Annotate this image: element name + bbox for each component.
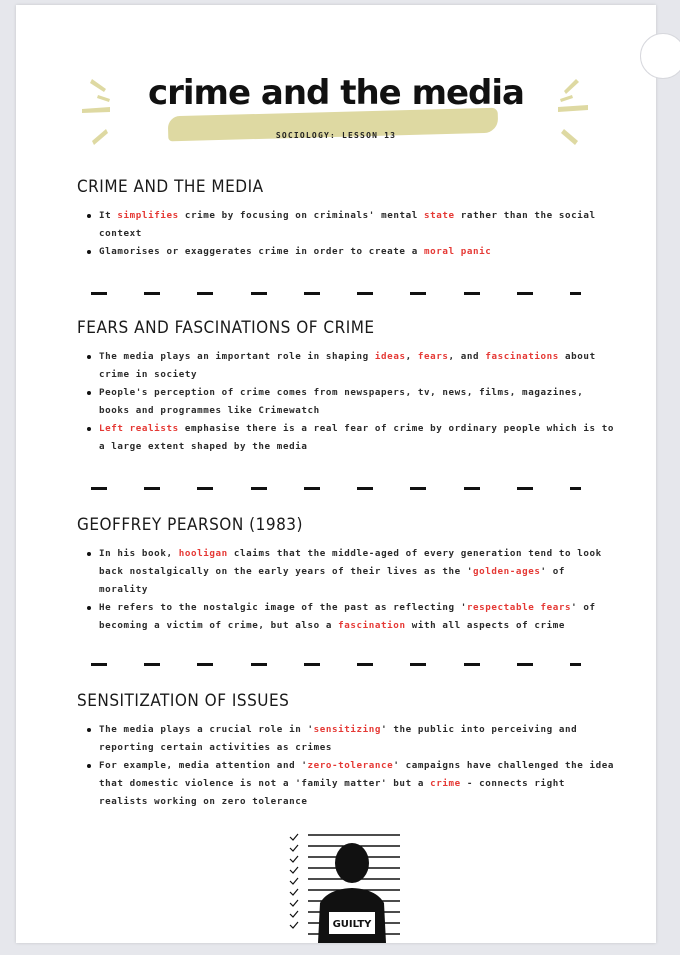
- bullet-text: People's perception of crime comes from newspapers, tv, news, films, magazines, books and programmes like Crimewatch: [99, 387, 584, 416]
- section-heading: SENSITIZATION OF ISSUES: [77, 691, 290, 711]
- divider-dash: [357, 663, 373, 666]
- divider-dash: [197, 663, 213, 666]
- divider-dash: [517, 663, 533, 666]
- list-item: [99, 599, 617, 635]
- bullet-list: [77, 545, 617, 635]
- page-title: crime and the media: [147, 73, 524, 113]
- section-crime-and-media: [77, 177, 617, 261]
- divider-dash: [464, 292, 480, 295]
- bullet-text: It: [99, 210, 118, 221]
- section-heading: GEOFFREY PEARSON (1983): [77, 515, 303, 535]
- highlighted-term: Left realists: [99, 423, 179, 434]
- bullet-text: In his book,: [99, 548, 179, 559]
- bullet-list: [77, 721, 617, 811]
- bullet-text: - connects right realists working on zero tolerance: [99, 778, 565, 807]
- bullet-text: Glamorises or exaggerates crime in order to create a: [99, 246, 424, 257]
- bullet-text: ' of becoming a victim of crime, but also a: [99, 602, 596, 631]
- divider-dash: [410, 292, 426, 295]
- list-item: [99, 243, 617, 261]
- highlighted-term: golden-ages: [473, 566, 541, 577]
- highlighted-term: crime: [430, 778, 461, 789]
- section-fears-fascinations: [77, 318, 617, 456]
- divider-dash: [517, 487, 533, 490]
- bullet-list: [77, 207, 617, 261]
- divider-dash: [410, 487, 426, 490]
- bullet-text: The media plays an important role in shaping: [99, 351, 375, 362]
- divider-dash: [144, 663, 160, 666]
- list-item: [99, 757, 617, 811]
- divider-dash: [251, 487, 267, 490]
- highlighted-term: moral panic: [423, 246, 492, 257]
- divider-dash: [570, 663, 581, 666]
- title-block: [16, 75, 656, 155]
- divider-dash: [91, 487, 107, 490]
- divider-dash: [197, 487, 213, 490]
- divider: [91, 487, 581, 491]
- list-item: [99, 384, 617, 420]
- bullet-text: crime by focusing on criminals' mental: [178, 210, 424, 221]
- bullet-text: ' campaigns have challenged the idea that domestic violence is not a 'family matter' but a: [99, 760, 615, 789]
- bullet-text: with all aspects of crime: [405, 620, 565, 631]
- bullet-list: [77, 348, 617, 456]
- divider: [91, 663, 581, 667]
- highlighted-term: fascination: [338, 620, 406, 631]
- list-item: [99, 207, 617, 243]
- divider-dash: [304, 663, 320, 666]
- divider-dash: [91, 663, 107, 666]
- divider-dash: [570, 487, 581, 490]
- highlighted-term: sensitizing: [313, 724, 382, 735]
- bullet-text: ' of morality: [99, 566, 565, 595]
- sparkle-icon: [544, 75, 594, 155]
- highlighted-term: ideas: [374, 351, 406, 362]
- divider-dash: [410, 663, 426, 666]
- divider-dash: [144, 292, 160, 295]
- bullet-text: For example, media attention and ': [99, 760, 308, 771]
- highlighted-term: simplifies: [117, 210, 179, 221]
- divider-dash: [464, 487, 480, 490]
- divider: [91, 292, 581, 296]
- bullet-text: emphasise there is a real fear of crime by ordinary people which is to a large extent shaped by the media: [99, 423, 615, 452]
- bullet-text: ' the public into perceiving and reporting certain activities as crimes: [99, 724, 578, 753]
- bullet-text: He refers to the nostalgic image of the past as reflecting ': [99, 602, 467, 613]
- divider-dash: [91, 292, 107, 295]
- divider-dash: [570, 292, 581, 295]
- list-item: [99, 721, 617, 757]
- highlighted-term: respectable fears: [466, 602, 572, 613]
- bullet-text: The media plays a crucial role in ': [99, 724, 314, 735]
- divider-dash: [251, 663, 267, 666]
- section-heading: FEARS AND FASCINATIONS OF CRIME: [77, 318, 375, 338]
- list-item: [99, 420, 617, 456]
- bullet-text: claims that the middle-aged of every generation tend to look back nostalgically on the early years of their lives as the ': [99, 548, 602, 577]
- page-subtitle: SOCIOLOGY: LESSON 13: [275, 131, 397, 140]
- list-item: [99, 545, 617, 599]
- bullet-text: , and: [448, 351, 486, 362]
- divider-dash: [357, 292, 373, 295]
- section-sensitization: [77, 691, 617, 811]
- divider-dash: [464, 663, 480, 666]
- divider-dash: [197, 292, 213, 295]
- bullet-text: rather than the social context: [99, 210, 596, 239]
- bullet-text: about crime in society: [99, 351, 596, 380]
- section-pearson: [77, 515, 617, 635]
- guilty-sign-label: GUILTY: [332, 919, 372, 930]
- divider-dash: [304, 487, 320, 490]
- worksheet-page: [16, 5, 656, 943]
- bullet-text: ,: [405, 351, 418, 362]
- highlighted-term: state: [424, 210, 455, 221]
- divider-dash: [251, 292, 267, 295]
- highlighted-term: zero-tolerance: [307, 760, 394, 771]
- section-heading: CRIME AND THE MEDIA: [77, 177, 264, 197]
- highlighted-term: fears: [417, 351, 449, 362]
- highlighted-term: fascinations: [485, 351, 559, 362]
- mugshot-icon: [288, 831, 400, 943]
- highlighted-term: hooligan: [178, 548, 228, 559]
- divider-dash: [144, 487, 160, 490]
- divider-dash: [517, 292, 533, 295]
- list-item: [99, 348, 617, 384]
- divider-dash: [357, 487, 373, 490]
- divider-dash: [304, 292, 320, 295]
